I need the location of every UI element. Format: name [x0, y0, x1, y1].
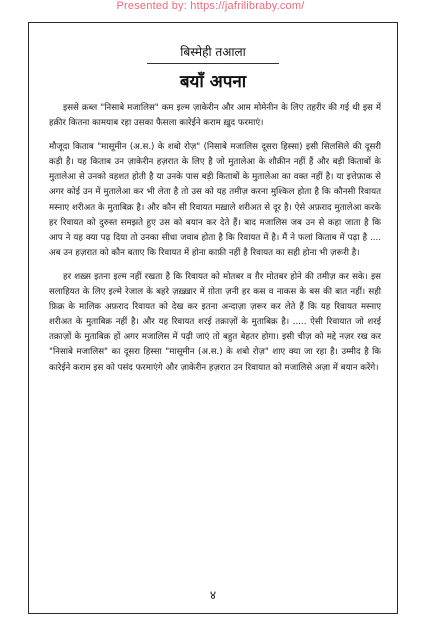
- paragraph-1: इससे क़ब्ल "निसाबे मजालिस" कम इल्म ज़ाकेरीन और आम मोमेनीन के लिए तहरीर की गई थी इस में हक़ीर कितना कामयाब रहा उसका फैसला कारेईने कराम ख़ुद फरमाएं।: [49, 103, 381, 129]
- page-title: बयाँ अपना: [179, 72, 247, 92]
- page-number: ४: [209, 588, 217, 602]
- header-divider: [147, 63, 279, 64]
- paragraph-3: हर शख़्स इतना इल्म नहीं रखता है कि रिवायत को मोतबर व ग़ैर मोतबर होने की तमीज़ कर सके। इस सलाहियत के लिए इल्मे रेजाल के बहरे ज़ख़्ख़ार में ग़ोता ज़नी हर कस व नाकस के बस की बात नहीं। सही फ़िक्र के मालिक अफ़राद रिवायत को देख कर इतना अन्दाज़ा ज़रूर कर लेते हैं कि यह रिवायत मस्नाए शरीअत के मुताबिक़ नहीं है। और यह रिवायत शरई तक़ाज़ों के मुताबिक़ है। ..... ऐसी रिवायात जो शरई तक़ाज़ों के मुताबिक़ हों अगर मजालिस में पढ़ी जाएं तो बहुत बेहतर होगा। इसी चीज़ को मद्दे नज़र रख कर "निसाबे मजालिस" का दूसरा हिस्सा "मासूमीन (अ.स.) के शबो रोज़" शाए क्या जा रहा है। उम्मीद है कि कारेईने कराम इस को पसंद फरमाएंगे और ज़ाकेरीन हज़रात उन रिवायात को मजालिसे अज़ा में बयान करेंगे।: [49, 271, 381, 373]
- body-text: [49, 101, 381, 385]
- watermark: Presented by: https://jafrilibraby.com/: [116, 0, 305, 12]
- page-frame: [28, 22, 398, 614]
- paragraph-2: मौजूदा किताब "मासूमीन (अ.स.) के शबो रोज़" (निसाबे मजालिस दूसरा हिस्सा) इसी सिलसिले की दूसरी कड़ी है। यह किताब उन ज़ाकेरीन हज़रात के लिए है जो मुतालेआ के शौक़ीन नहीं हैं और बड़ी किताबों के मुतालेआ से उनको वहशत होती है या उनके पास बड़ी किताबों के मुतालेआ का वक्त नहीं है। या इत्तेफ़ाक से अगर कोई उन में मुतालेआ कर भी लेता है तो उस को यह तमीज़ करना मुश्किल होता है कि कौनसी रिवायत मस्नाए शरीअत के मुताबिक़ है। और कौन सी रिवायत मख़ाले शरीअत से दूर है। ऐसे अफ़राद मुतालेआ करके हर रिवायत को दुरुस्त समझते हुए उस को बयान कर देते हैं। बाद मजालिस जब उन से कहा जाता है कि आप ने यह क्या पढ़ दिया तो उनका सीधा जवाब होता है कि रिवायत में है। मैं ने फलां किताब में पढ़ा है .... अब उन हज़रात को कौन बताए कि रिवायत में होना काफ़ी नहीं है रिवायत का सही होना भी ज़रूरी है।: [49, 142, 381, 258]
- page-header: बिस्मेही तआला: [180, 45, 246, 59]
